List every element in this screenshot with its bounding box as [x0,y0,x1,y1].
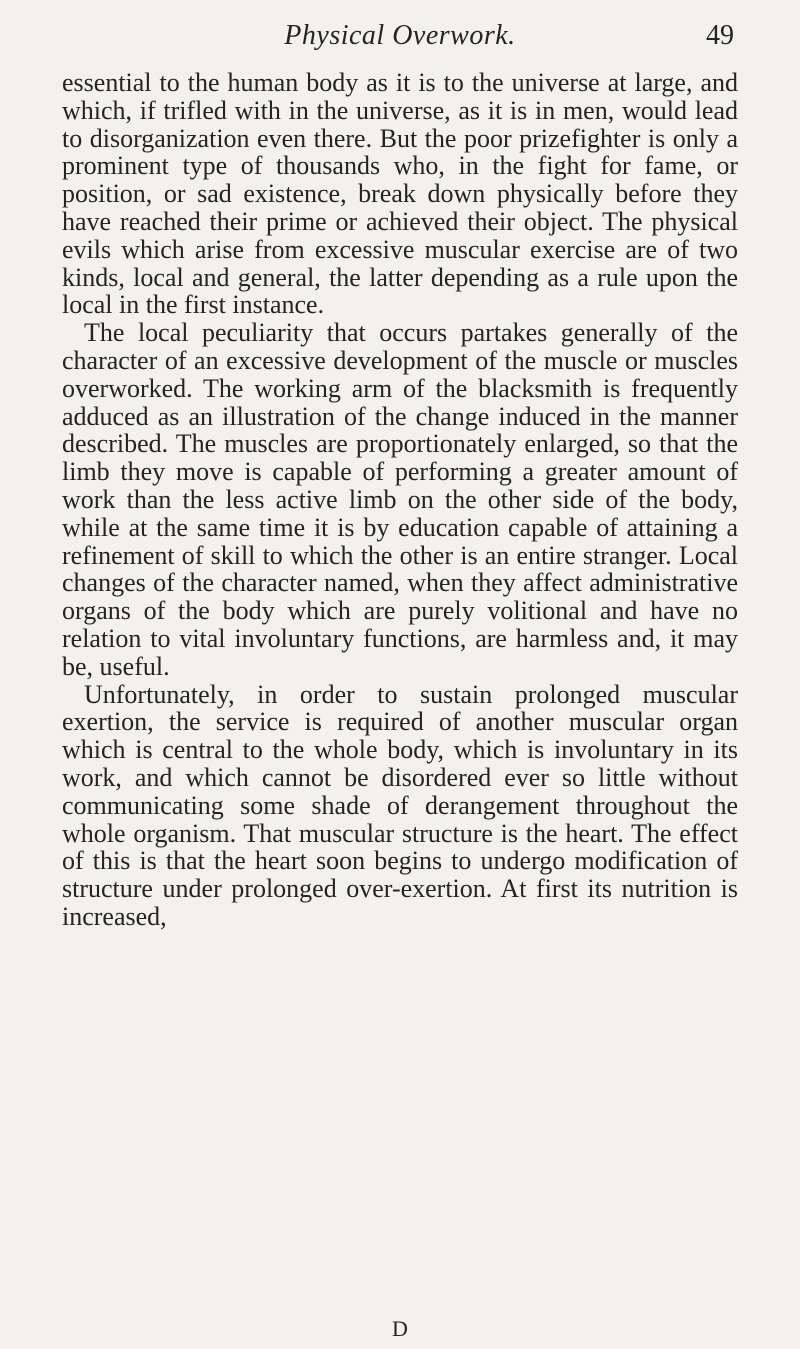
running-head [60,20,740,60]
paragraph-3: Unfortunately, in order to sustain prolonged muscular exertion, the service is required of another muscular organ which is central to the whole body, which is involuntary in its work, and which cannot be disordered ever so little without communicating some shade of derangement throughout the whole organism. That muscular structure is the heart. The effect of this is that the heart soon begins to undergo modification of structure under prolonged over-exertion. At first its nutrition is increased, [62,679,738,931]
paragraph-1: essential to the human body as it is to the universe at large, and which, if trifled with in the universe, as it is in men, would lead to disorganization even there. But the poor prizefighter is only a prominent type of thousands who, in the fight for fame, or position, or sad existence, break down physically before they have reached their prime or achieved their object. The physical evils which arise from excessive muscular exercise are of two kinds, local and general, the latter depending as a rule upon the local in the first instance. [62,68,738,320]
body-text [62,69,738,931]
paragraph-2: The local peculiarity that occurs partakes generally of the character of an excessive development of the muscle or muscles overworked. The working arm of the blacksmith is frequently adduced as an illustration of the change induced in the manner described. The muscles are proportionately enlarged, so that the limb they move is capable of performing a greater amount of work than the less active limb on the other side of the body, while at the same time it is by education capable of attaining a refinement of skill to which the other is an entire stranger. Local changes of the character named, when they affect administrative organs of the body which are purely volitional and have no relation to vital involuntary functions, are harmless and, it may be, useful. [62,318,738,681]
page-number: 49 [706,20,734,51]
signature-mark: D [392,1316,408,1341]
running-title: Physical Overwork. [284,20,516,51]
